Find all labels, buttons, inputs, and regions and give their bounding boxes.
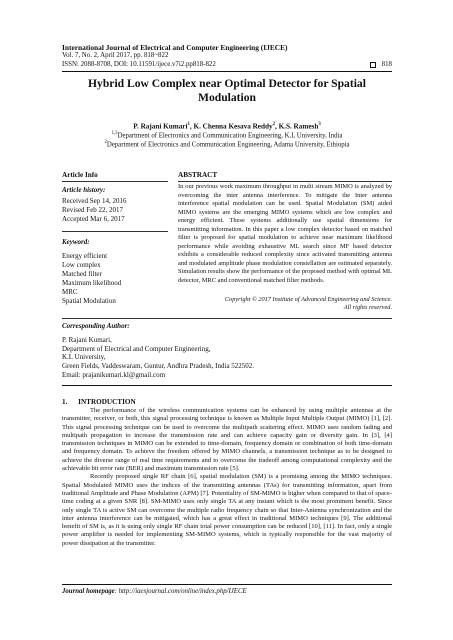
author-name: P. Rajani Kumari bbox=[133, 122, 188, 131]
journal-homepage bbox=[62, 588, 247, 595]
corresponding-author bbox=[62, 336, 392, 380]
abstract-rule bbox=[178, 181, 392, 182]
author-separator: , bbox=[274, 122, 279, 131]
author-separator: , bbox=[189, 122, 194, 131]
corresponding-rule bbox=[62, 385, 392, 386]
keyword-item: Maximum likelihood bbox=[62, 279, 122, 287]
affiliation-2 bbox=[62, 139, 392, 149]
abstract-text: In our previous work maximum throughput in multi stream MIMO is analyzed by overcoming the inter antenna interference. To mitigate the Inter antenna interference spatial modulation can be used. Spatial Modulation (SM) aided MIMO systems are the emerging MIMO systems which are low complex and energy efficient. These systems additionally use spatial dimensions for transmitting information. In this paper a low complex detector based on matched filter is proposed for spatial modulation to achieve near maximum likelihood performance while avoiding exhaustive ML search since MF based detector exhibits a considerable reduced complexity since activated transmitting antenna and modulated amplitude phase modulation constellation are estimated separately. Simulation results show the performance of the proposed method with optimal ML detector, MRC and conventional matched filter methods. bbox=[178, 183, 392, 284]
received-date: Received Sep 14, 2016 bbox=[62, 197, 127, 205]
abstract-bottom-rule bbox=[62, 318, 392, 319]
affiliation-mark: 1,3 bbox=[111, 131, 118, 136]
header-rule bbox=[62, 71, 392, 72]
keyword-item: Matched filter bbox=[62, 270, 102, 278]
corresponding-line: Green Fields, Vaddeswaram, Guntur, Andhra Pradesh, India 522502. bbox=[62, 362, 255, 371]
abstract-heading: ABSTRACT bbox=[178, 171, 218, 179]
journal-header bbox=[62, 43, 392, 69]
corresponding-heading: Corresponding Author: bbox=[62, 322, 130, 330]
affiliation-text: Department of Electronics and Communication Engineering, Adama University, Ethiopia bbox=[106, 141, 350, 149]
journal-issn-row bbox=[62, 61, 392, 70]
homepage-label: Journal homepage bbox=[62, 588, 115, 595]
copyright-line: All rights reserved. bbox=[343, 304, 392, 311]
box-icon bbox=[370, 62, 376, 68]
journal-volume: Vol. 7, No. 2, April 2017, pp. 818~822 bbox=[62, 52, 169, 59]
affiliation-mark: 2 bbox=[104, 140, 107, 145]
article-info-heading: Article Info bbox=[62, 171, 98, 179]
corresponding-line: K.L University, bbox=[62, 353, 106, 362]
copyright-line: Copyright © 2017 Institute of Advanced Engineering and Science. bbox=[224, 296, 392, 303]
paragraph: Recently proposed single RF chain [6], spatial modulation (SM) is a promising among the MIMO techniques. Spatial Modulated MIMO uses the indices of the transmitting antennas (TAs) for transmitting information, apart from traditional Amplitude and Phase Modulation (APM) [7]. Potentiality of SM-MIMO is higher when compared to that of space-time coding at a given SNR [8]. SM-MIMO uses only single TA at any instant which is the most prominent benefit. Since only single TA is active SM can overcome the multiple radio frequency chain so that Inter-Antenna synchronization and the inter antenna interference can be mitigated, which has a great effect in traditional MIMO techniques [9]. The additional benefit of SM is, as it is using only single RF chain total power consumption can be reduced [10], [11]. In fact, only a single power amplifier is needed for implementing SM-MIMO systems, which is typically responsible for the vast majority of power dissipation at the transmitter. bbox=[62, 473, 392, 547]
history-rule bbox=[62, 231, 168, 232]
introduction-body bbox=[62, 407, 392, 548]
keyword-heading: Keyword: bbox=[62, 238, 90, 246]
history-heading: Article history: bbox=[62, 186, 106, 194]
corresponding-line: Email: prajanikumari.kl@gmail.com bbox=[62, 370, 166, 379]
journal-name: International Journal of Electrical and Computer Engineering (IJECE) bbox=[62, 43, 288, 52]
keyword-item: Spatial Modulation bbox=[62, 297, 116, 305]
keyword-item: Energy efficient bbox=[62, 252, 108, 260]
author-affiliation-mark: 3 bbox=[318, 122, 321, 127]
revised-date: Revised Feb 22, 2017 bbox=[62, 206, 124, 214]
journal-issn: ISSN: 2088-8708, DOI: 10.11591/ijece.v7i2.pp818-822 bbox=[62, 60, 216, 68]
section-heading-introduction: 1. INTRODUCTION bbox=[62, 398, 136, 406]
accepted-date: Accepted Mar 6, 2017 bbox=[62, 215, 125, 223]
keyword-item: Low complex bbox=[62, 261, 101, 269]
footer-rule bbox=[62, 584, 392, 585]
author-name: K. Chenna Kesava Reddy bbox=[193, 122, 273, 131]
author-affiliation-mark: 2 bbox=[272, 122, 275, 127]
article-info-rule bbox=[62, 181, 168, 182]
author-name: K.S. Ramesh bbox=[278, 122, 319, 131]
paper-title: Hybrid Low Complex near Optimal Detector for Spatial Modulation bbox=[88, 77, 366, 104]
page-number: 818 bbox=[381, 60, 392, 68]
keyword-item: MRC bbox=[62, 288, 78, 296]
copyright-notice bbox=[178, 296, 392, 312]
corresponding-line: Department of Electrical and Computer Engineering, bbox=[62, 344, 211, 353]
homepage-url[interactable]: : http://iaesjournal.com/online/index.php/IJECE bbox=[114, 588, 247, 595]
affiliation-text: Department of Electronics and Communication Engineering, K.L University, India bbox=[117, 132, 343, 140]
author-affiliation-mark: 1 bbox=[187, 122, 190, 127]
paragraph: The performance of the wireless communication systems can be enhanced by using multiple antennas at the transmitter, receiver, or both, this signal processing technique is known as Multiple Input Multiple Output (MIMO) [1], [2]. This signal processing technique can be used to overcome the multipath scattering effect. MIMO uses random fading and multipath propagation to increase the transmission rate and can achieve capacity gain or diversity gain. In [3], [4] transmission techniques in MIMO can be extended to time-domain, frequency domain or combination of both time-domain and frequency domain. To achieve the freedom offered by MIMO channels, a transmission technique as to be designed to achieve the diverse range of real time requirements and to overcome the tradeoff among computational complexity and the achievable bit error rate (BER) and maximum transmission rate [5]. bbox=[62, 407, 392, 473]
corresponding-line: P. Rajani Kumari, bbox=[62, 336, 112, 344]
